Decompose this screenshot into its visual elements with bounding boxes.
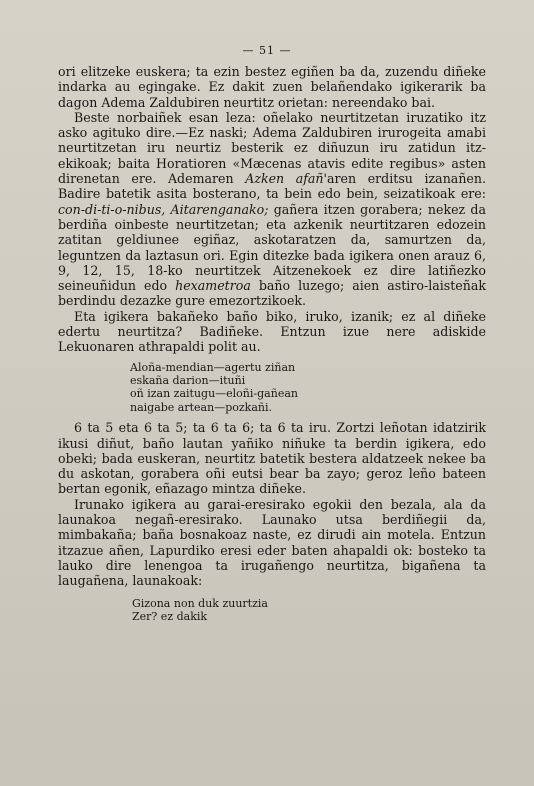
paragraph [58, 420, 486, 496]
paragraph [58, 497, 486, 589]
text-run: Beste norbaiñek esan leza: oñelako neurtitzetan iruzatiko itz asko agituko dire.—Ez naski; Adema Zaldubiren irurogeita amabi neurtitzetan iru neurtiz besterik ez diñuzun iru zatidun itz-ekikoak; baita Horatioren «Mæcenas atavis edite regibus» asten direnetan ere. Ademaren [58, 109, 486, 187]
italic-title: Azken afañ [245, 171, 324, 187]
text-run: 'aren erditsu izanañen. Badire batetik asita bosterano, ta bein edo bein, seizatikoak ere: [58, 171, 486, 202]
verse-line: eskaña darion—ituñi [130, 374, 246, 388]
paragraph [58, 64, 486, 110]
verse-line: naigabe artean—pozkañi. [130, 400, 272, 414]
text-run: gañera itzen gorabera; nekez da berdiña oinbeste neurtitzetan; eta azkenik neurtitzaren edozein zatitan geldiunee egiñaz, askotaratzen da, samurtzen da, leguntzen da laztasun ori. Egin ditezke bada igikera onen arauz 6, 9, 12, 15, 18-ko neurtitzek Aitzenekoek ez dire latiñezko seineuñidun edo [58, 201, 486, 294]
verse-quote [130, 361, 486, 415]
page-number: — 51 — [242, 44, 292, 57]
text-run: ori elitzeke euskera; ta ezin bestez egiñen ba da, zuzendu diñeke indarka au egingake. Ez dakit zuen belañendako igikerarik ba dagon Adema Zaldubiren neurtitz orietan: nereendako bai. [58, 64, 486, 110]
paragraph [58, 309, 486, 355]
verse-line: Gizona non duk zuurtzia [132, 596, 268, 610]
paragraph [58, 110, 486, 309]
text-run: baño luzego; aien astiro-laisteñak berdindu dezazke gure emezortzikoek. [58, 278, 486, 309]
italic-term: hexametroa [175, 278, 251, 294]
text-run: 6 ta 5 eta 6 ta 5; ta 6 ta 6; ta 6 ta iru. Zortzi leñotan idatzirik ikusi diñut, baño lautan yañiko niñuke ta berdin igikera, edo obeki; bada euskeran, neurtitz batetik bestera aldatzeek nekee ba du askotan, gorabera oñi eutsi bear ba zayo; geroz leño bateen bertan egonik, eñazago mintza diñeke. [58, 420, 486, 497]
verse-quote [132, 597, 486, 624]
text-run: Eta igikera bakañeko baño biko, iruko, izanik; ez al diñeke edertu neurtitza? Badiñeke. Entzun izue nere adiskide Lekuonaren athrapaldi polit au. [58, 308, 486, 355]
verse-line: Aloña-mendian—agertu ziñan [130, 360, 296, 374]
verse-line: oñ izan zaitugu—eloñi-gañean [130, 387, 298, 401]
text-run: Irunako igikera au garai-eresirako egokii den bezala, ala da launakoa negañ-eresirako. Launako utsa berdiñegii da, mimbakaña; baña bosnakoaz naste, ez dirudi ain motela. Entzun itzazue añen, Lapurdiko eresi eder baten ahapaldi ok: bosteko ta lauko dire lenengoa ta irugañengo neurtitza, bigañena ta laugañena, launakoak: [58, 496, 486, 589]
italic-example: con-di-ti-o-nibus, Aitarenganako; [58, 201, 269, 217]
verse-line: Zer? ez dakik [132, 609, 208, 623]
body-text [58, 64, 486, 623]
